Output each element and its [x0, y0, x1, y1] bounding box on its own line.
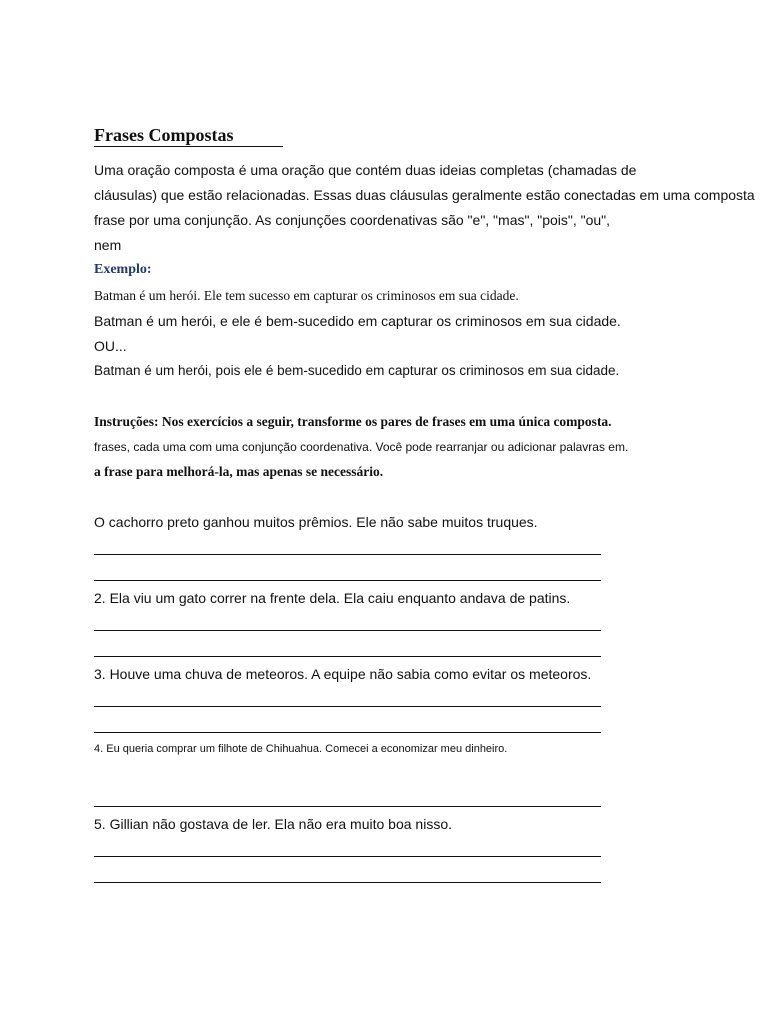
exercise-5-answer-line-1[interactable]: [94, 856, 601, 857]
intro-line-4: nem: [94, 237, 122, 253]
exercise-5-prompt: 5. Gillian não gostava de ler. Ela não era muito boa nisso.: [94, 816, 452, 832]
exercise-2-prompt: 2. Ela viu um gato correr na frente dela. Ela caiu enquanto andava de patins.: [94, 590, 571, 606]
exercise-1-answer-line-2[interactable]: [94, 580, 601, 581]
example-label: Exemplo:: [94, 262, 152, 277]
exercise-3-answer-line-2[interactable]: [94, 732, 601, 733]
exercise-2-answer-line-2[interactable]: [94, 656, 601, 657]
exercise-4-prompt: 4. Eu queria comprar um filhote de Chihuahua. Comecei a economizar meu dinheiro.: [94, 743, 508, 755]
example-line-3: OU...: [94, 338, 127, 354]
instructions-line-3: a frase para melhorá-la, mas apenas se necessário.: [94, 464, 384, 479]
exercise-1-prompt: O cachorro preto ganhou muitos prêmios. Ele não sabe muitos truques.: [94, 514, 538, 530]
example-line-4: Batman é um herói, pois ele é bem-sucedido em capturar os criminosos em sua cidade.: [94, 363, 620, 378]
exercise-4-answer-line-1[interactable]: [94, 806, 601, 807]
exercise-1-answer-line-1[interactable]: [94, 554, 601, 555]
exercise-3-prompt: 3. Houve uma chuva de meteoros. A equipe não sabia como evitar os meteoros.: [94, 666, 592, 682]
title-underline: [94, 146, 283, 147]
page-title: Frases Compostas: [94, 125, 234, 145]
intro-line-1: Uma oração composta é uma oração que contém duas ideias completas (chamadas de: [94, 162, 637, 178]
exercise-5-answer-line-2[interactable]: [94, 882, 601, 883]
instructions-line-2: frases, cada uma com uma conjunção coordenativa. Você pode rearranjar ou adicionar palavras em.: [94, 440, 629, 454]
example-line-2: Batman é um herói, e ele é bem-sucedido em capturar os criminosos em sua cidade.: [94, 313, 621, 329]
example-line-1: Batman é um herói. Ele tem sucesso em capturar os criminosos em sua cidade.: [94, 288, 519, 303]
instructions-line-1: Instruções: Nos exercícios a seguir, transforme os pares de frases em uma única composta.: [94, 414, 612, 429]
intro-line-2: cláusulas) que estão relacionadas. Essas duas cláusulas geralmente estão conectadas em uma composta: [94, 187, 755, 203]
exercise-3-answer-line-1[interactable]: [94, 706, 601, 707]
exercise-2-answer-line-1[interactable]: [94, 630, 601, 631]
intro-line-3: frase por uma conjunção. As conjunções coordenativas são "e", "mas", "pois", "ou",: [94, 212, 611, 228]
